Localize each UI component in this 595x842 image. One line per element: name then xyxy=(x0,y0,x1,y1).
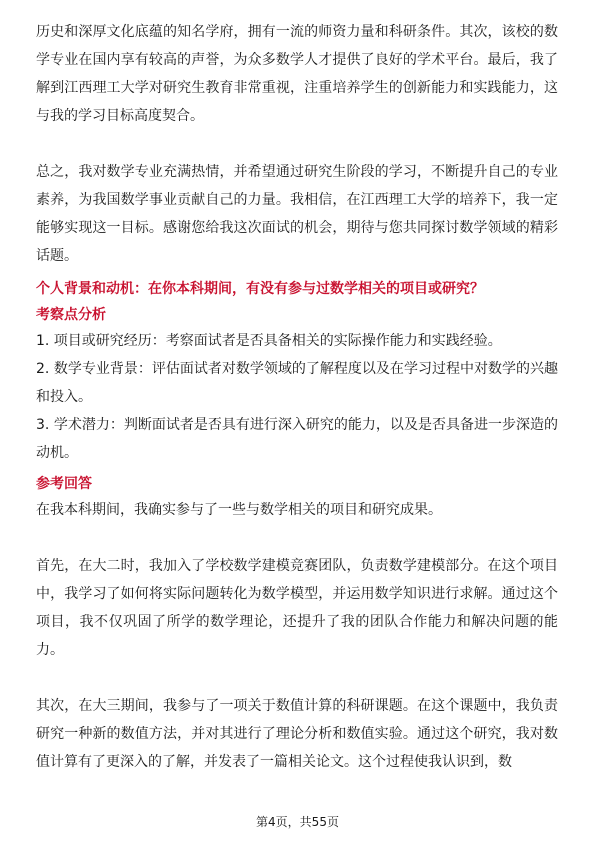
analysis-item-2: 2. 数学专业背景：评估面试者对数学领域的了解程度以及在学习过程中对数学的兴趣和投入。 xyxy=(36,361,558,405)
paragraph-spacer xyxy=(36,664,558,692)
analysis-item-1: 1. 项目或研究经历：考察面试者是否具备相关的实际操作能力和实践经验。 xyxy=(36,333,502,349)
paragraph-spacer xyxy=(36,130,558,158)
answer-label: 参考回答 xyxy=(36,476,92,492)
intro-paragraph-1: 历史和深厚文化底蕴的知名学府，拥有一流的师资力量和科研条件。其次，该校的数学专业在国内享有较高的声誉，为众多数学人才提供了良好的学术平台。最后，我了解到江西理工大学对研究生教育非常重视，注重培养学生的创新能力和实践能力，这与我的学习目标高度契合。 xyxy=(36,24,558,124)
intro-paragraph-2: 总之，我对数学专业充满热情，并希望通过研究生阶段的学习，不断提升自己的专业素养，为我国数学事业贡献自己的力量。我相信，在江西理工大学的培养下，我一定能够实现这一目标。感谢您给我这次面试的机会，期待与您共同探讨数学领域的精彩话题。 xyxy=(36,164,558,264)
document-page xyxy=(36,18,558,776)
question-heading: 个人背景和动机：在你本科期间，有没有参与过数学相关的项目或研究？ xyxy=(36,281,484,297)
answer-paragraph-3: 其次，在大三期间，我参与了一项关于数值计算的科研课题。在这个课题中，我负责研究一种新的数值方法，并对其进行了理论分析和数值实验。通过这个研究，我对数值计算有了更深入的了解，并发表了一篇相关论文。这个过程使我认识到，数 xyxy=(36,698,558,770)
analysis-label: 考察点分析 xyxy=(36,307,106,323)
answer-paragraph-1: 在我本科期间，我确实参与了一些与数学相关的项目和研究成果。 xyxy=(36,502,442,518)
page-footer: 第4页，共55页 xyxy=(256,815,339,829)
analysis-item-3: 3. 学术潜力：判断面试者是否具有进行深入研究的能力，以及是否具备进一步深造的动机。 xyxy=(36,417,558,461)
answer-paragraph-2: 首先，在大二时，我加入了学校数学建模竞赛团队，负责数学建模部分。在这个项目中，我学习了如何将实际问题转化为数学模型，并运用数学知识进行求解。通过这个项目，我不仅巩固了所学的数学理论，还提升了我的团队合作能力和解决问题的能力。 xyxy=(36,558,558,658)
paragraph-spacer xyxy=(36,524,558,552)
